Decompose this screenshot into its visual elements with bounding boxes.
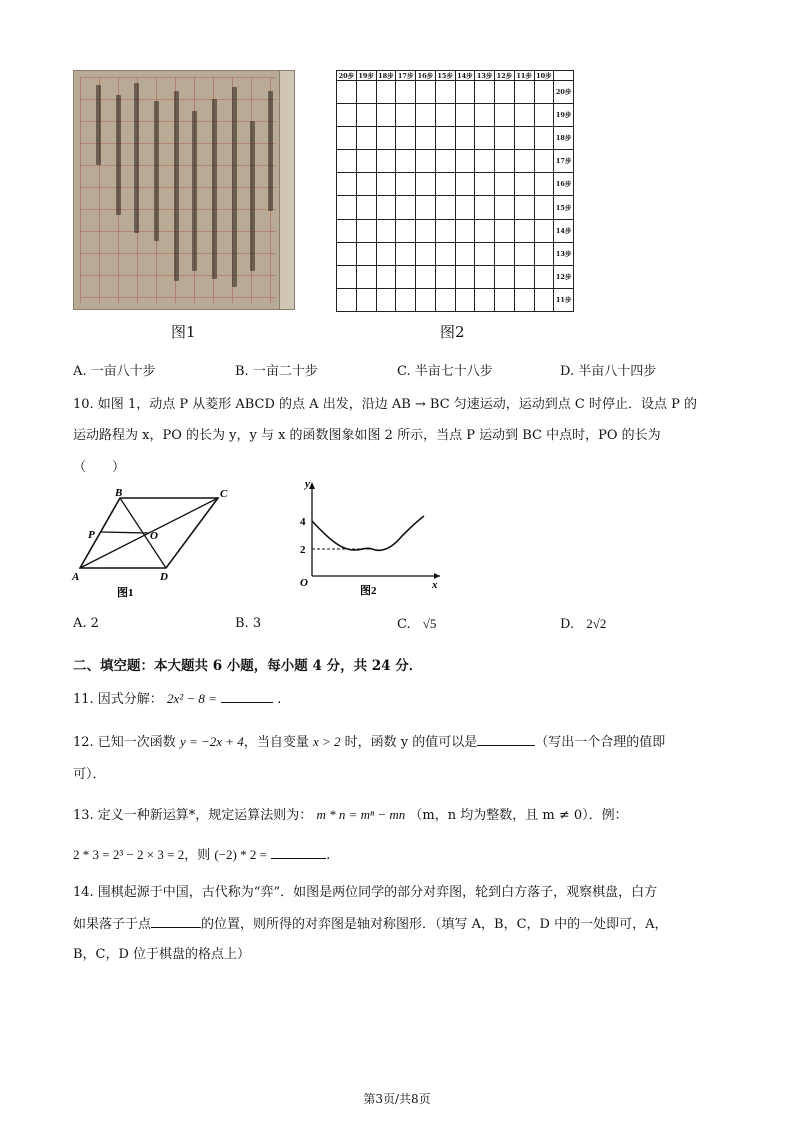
q13-answer-blank[interactable]: [271, 846, 326, 859]
field-area-table: [336, 70, 574, 312]
fig1-caption-q10: 图1: [117, 587, 134, 599]
fig2-caption-q10: 图2: [360, 585, 377, 596]
two-sqrt2: 2√2: [586, 616, 607, 631]
q14-line3: B，C，D 位于棋盘的格点上）: [73, 947, 251, 962]
q10-line2: 运动路程为 x，PO 的长为 y，y 与 x 的函数图象如图 2 所示，当点 P 运动到 BC 中点时，PO 的长为: [73, 428, 661, 443]
q10-line1: 10. 如图 1，动点 P 从菱形 ABCD 的点 A 出发，沿边 AB → BC 匀速运动，运动到点 C 时停止．设点 P 的: [73, 397, 698, 412]
y-axis-arrow: [309, 482, 315, 489]
label-c: C: [220, 488, 228, 500]
table-row: 13步: [337, 242, 574, 265]
rhombus-figure: [70, 488, 240, 603]
q13-line2: 2 * 3 = 2³ − 2 × 3 = 2，则 (−2) * 2 = .: [73, 847, 331, 863]
table-row: 12步: [337, 265, 574, 288]
label-d: D: [160, 571, 168, 583]
label-o: O: [150, 530, 158, 542]
function-curve: [312, 516, 424, 550]
table-row: 16步: [337, 173, 574, 196]
label-a: A: [72, 571, 80, 583]
fig1-caption: 图1: [171, 323, 196, 341]
ancient-field-document-photo: [73, 70, 295, 310]
table-row: 19步: [337, 104, 574, 127]
photo-book-spine: [279, 71, 294, 309]
q12-answer-blank[interactable]: [477, 733, 535, 746]
q13-line1: 13. 定义一种新运算*，规定运算法则为： m * n = mⁿ − mn （m，n 均为整数，且 m ≠ 0）．例：: [73, 807, 628, 823]
table-header-row: 20步 19步 18步 17步 16步 15步 14步 13步 12步 11步 10步: [337, 71, 574, 81]
table-row: 20步: [337, 81, 574, 104]
q10-line3: （ ）: [73, 460, 126, 475]
table-row: 15步: [337, 196, 574, 219]
label-p: P: [88, 529, 95, 541]
q14-answer-blank[interactable]: [151, 915, 201, 928]
q9-option-c: C. 半亩七十八步: [397, 364, 493, 379]
q11: 11. 因式分解： 2x² − 8 = .: [73, 691, 282, 707]
q9-option-a: A. 一亩八十步: [73, 364, 156, 379]
sqrt5: √5: [422, 616, 437, 631]
tick-2: 2: [300, 544, 306, 556]
function-graph: [292, 478, 444, 596]
q10-option-c: C. √5: [397, 616, 437, 632]
q14-line1: 14. 围棋起源于中国，古代称为“弈”．如图是两位同学的部分对弈图，轮到白方落子，观察棋盘，白方: [73, 885, 658, 900]
q10-option-a: A. 2: [73, 616, 99, 631]
q14-line2: 如果落子于点 的位置，则所得的对弈图是轴对称图形．（填写 A，B，C，D 中的一处即可，A，: [73, 917, 668, 932]
q11-answer-blank[interactable]: [221, 690, 273, 703]
label-b: B: [115, 488, 123, 499]
q12-line2: 可）．: [73, 767, 106, 782]
section-fill-in-title: 二、填空题：本大题共 6 小题，每小题 4 分，共 24 分．: [73, 658, 423, 674]
q10-option-b: B. 3: [235, 616, 262, 631]
q10-option-d: D. 2√2: [560, 616, 607, 632]
table-row: 14步: [337, 219, 574, 242]
q12-line1: 12. 已知一次函数 y = −2x + 4，当自变量 x > 2 时，函数 y 的值可以是 （写出一个合理的值即: [73, 734, 666, 750]
q9-option-b: B. 一亩二十步: [235, 364, 318, 379]
q9-option-d: D. 半亩八十四步: [560, 364, 657, 379]
table-row: 18步: [337, 127, 574, 150]
q11-expression: 2x² − 8 =: [166, 691, 217, 706]
table-row: 17步: [337, 150, 574, 173]
fig2-caption: 图2: [440, 323, 465, 341]
x-axis-label: x: [432, 579, 438, 591]
page-number: 第3页/共8页: [363, 1092, 431, 1106]
table-row: 11步: [337, 288, 574, 311]
tick-4: 4: [300, 516, 306, 528]
y-axis-label: y: [305, 478, 310, 490]
origin-label: O: [300, 577, 308, 589]
